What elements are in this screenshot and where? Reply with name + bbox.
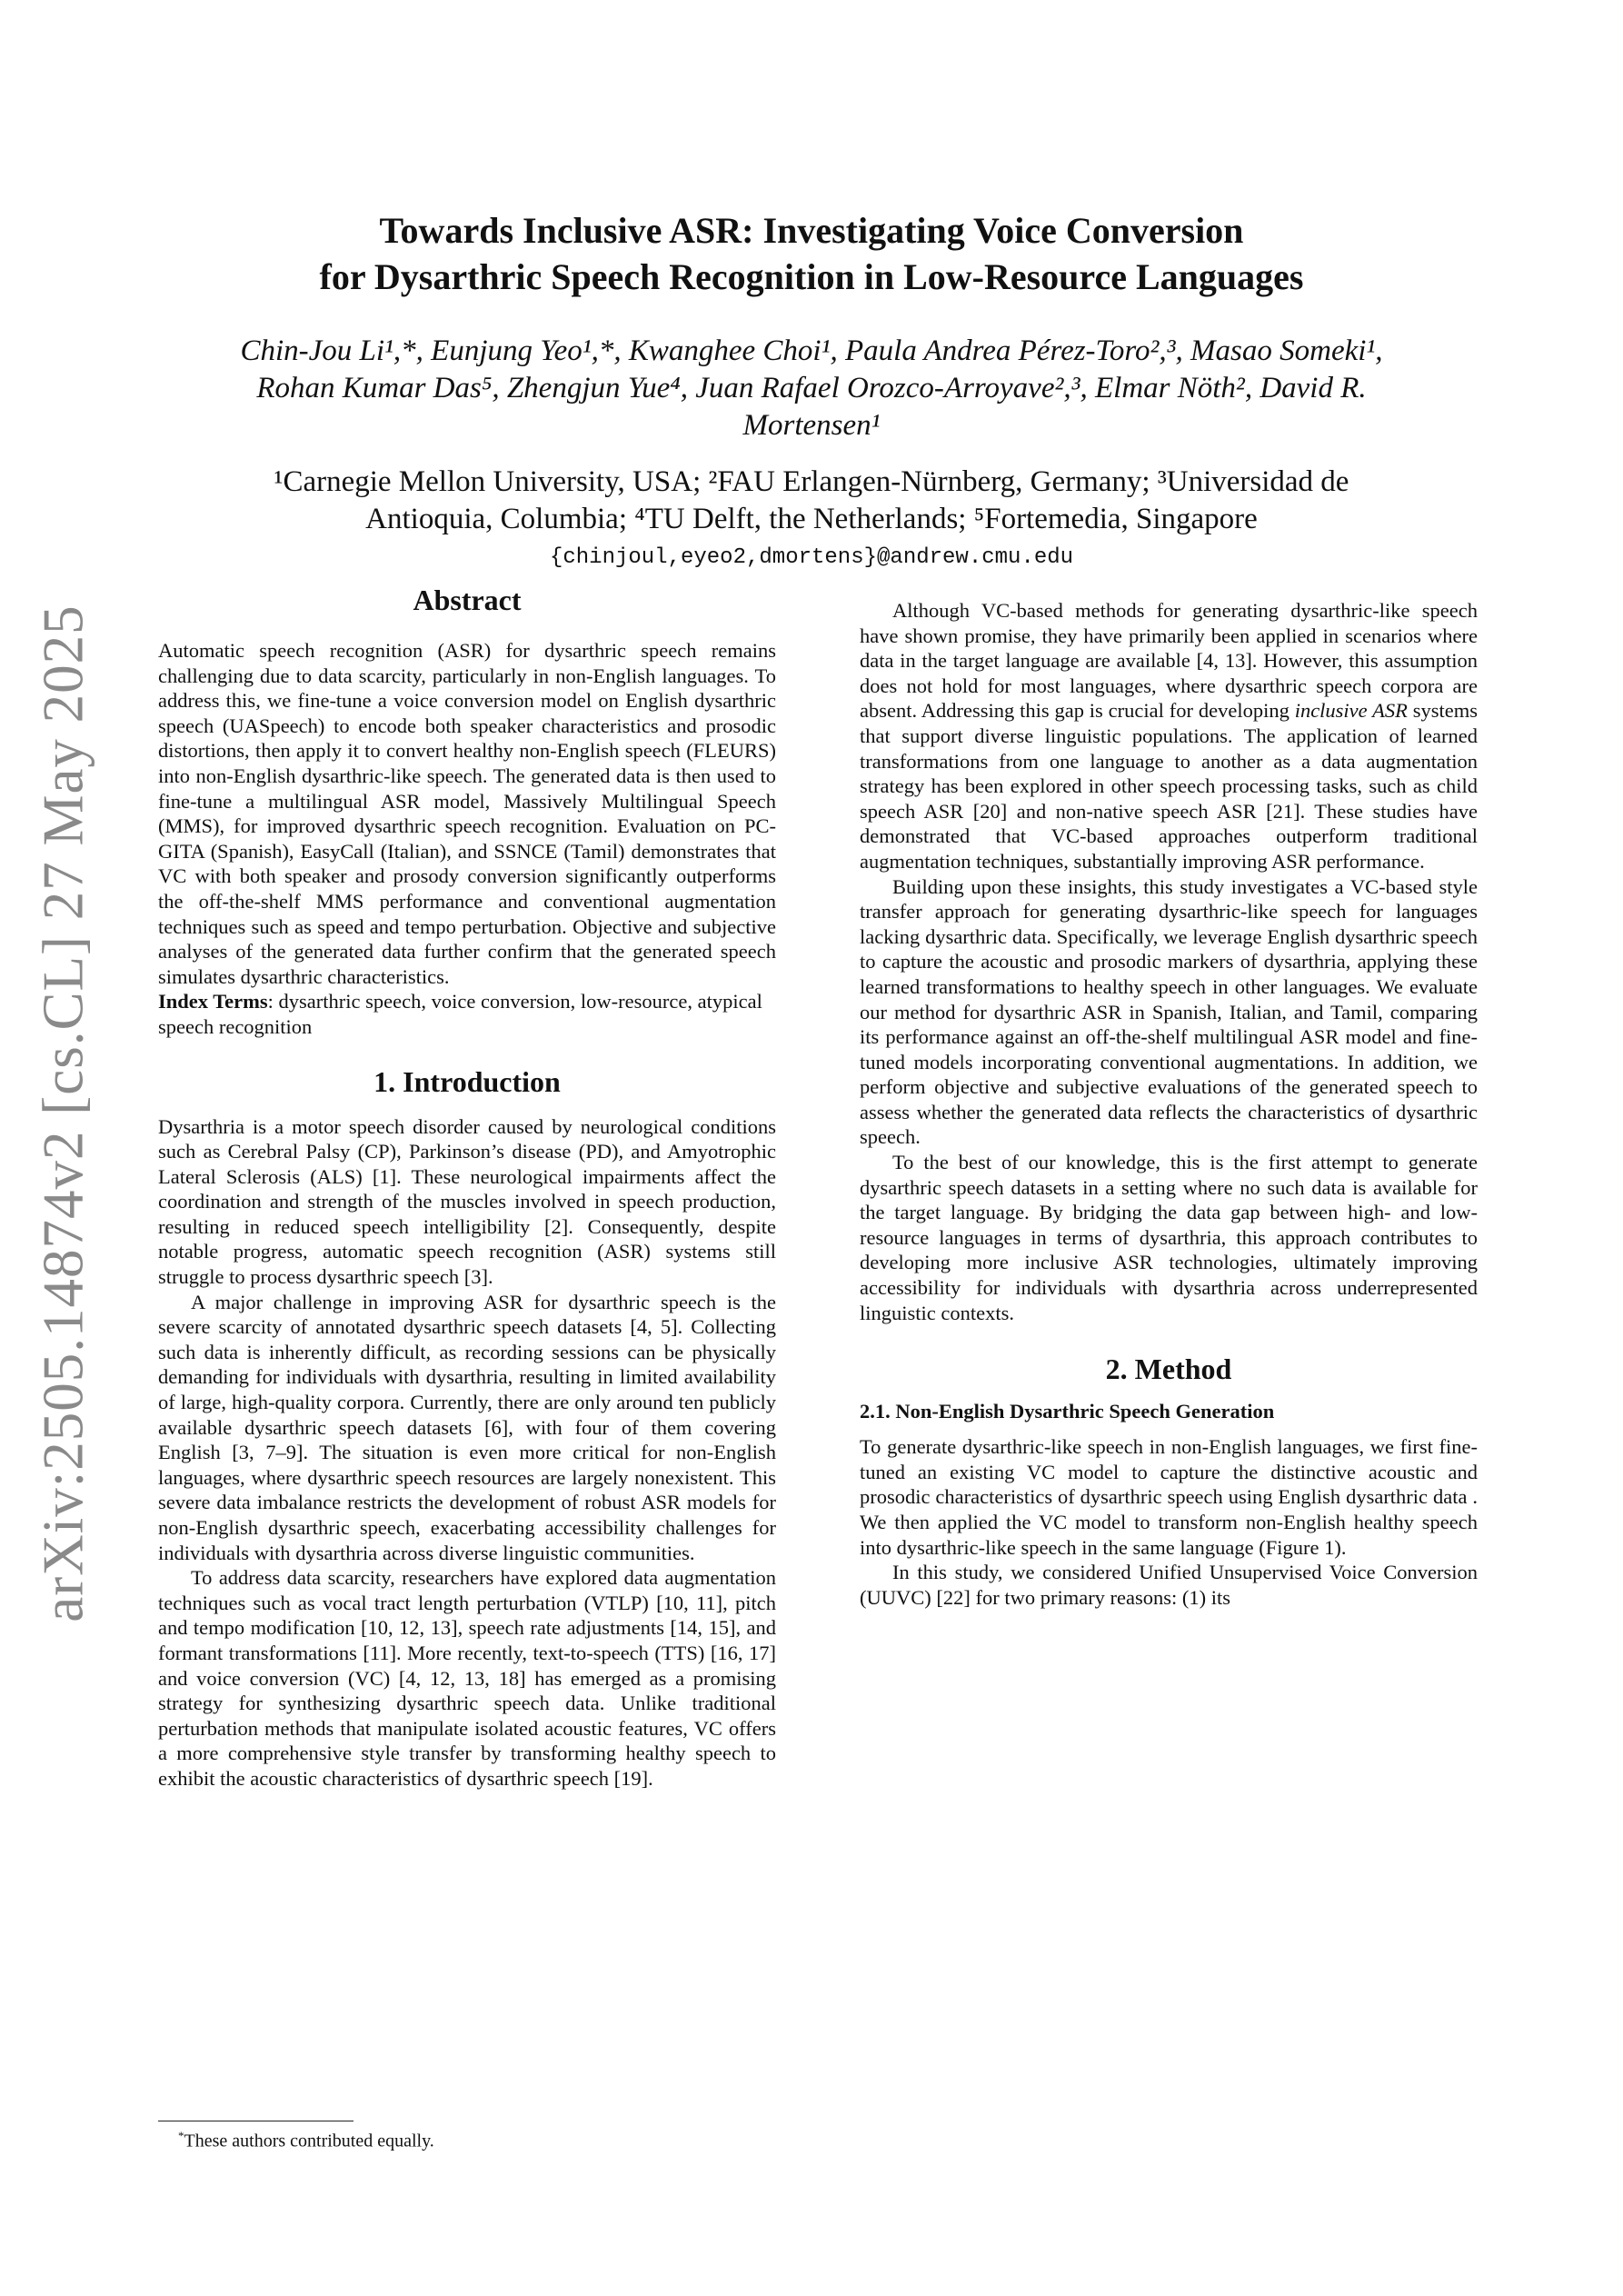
method-heading: 2. Method (1105, 1353, 1232, 1386)
title-line-1: Towards Inclusive ASR: Investigating Voice Conversion (379, 210, 1244, 251)
index-terms (158, 989, 776, 1039)
method-paragraph-1: To generate dysarthric-like speech in non-English languages, we first fine-tuned an existing VC model to capture the distinctive acoustic and prosodic characteristics of dysarthric speech using English dysarthric data . We then applied the VC model to transform non-English healthy speech into dysarthric-like speech in the same language (Figure 1). (860, 1435, 1478, 1559)
inclusive-asr-emphasis: inclusive ASR (1294, 699, 1408, 723)
intro-p4-text-b: systems that support diverse linguistic populations. The application of learned transformations from one language to another as a data augmentation strategy has been explored in other speech processing tasks, such as child speech ASR [20] and non-native speech ASR [21]. These studies have demonstrated that VC-based approaches outperform traditional augmentation techniques, substantially improving ASR performance. (860, 699, 1478, 873)
intro-paragraph-1: Dysarthria is a motor speech disorder caused by neurological conditions such as Cerebral Palsy (CP), Parkinson’s disease (PD), and Amyotrophic Lateral Sclerosis (ALS) [1]. These neurological impairments affect the coordination and strength of the muscles involved in speech production, resulting in reduced speech intelligibility [2]. Consequently, despite notable progress, automatic speech recognition (ASR) systems still struggle to process dysarthric speech [3]. (158, 1114, 776, 1289)
intro-paragraph-2: A major challenge in improving ASR for dysarthric speech is the severe scarcity of annotated dysarthric speech datasets [4, 5]. Collecting such data is inherently difficult, as recording sessions can be physically demanding for individuals with dysarthria, resulting in limited availability of large, high-quality corpora. Currently, there are only around ten publicly available dysarthric speech datasets [6], with four of them covering English [3, 7–9]. The situation is even more critical for non-English languages, where dysarthric speech resources are largely nonexistent. This severe data imbalance restricts the development of robust ASR models for non-English dysarthric speech, exacerbating accessibility challenges for individuals with dysarthria across diverse linguistic communities. (158, 1290, 776, 1564)
author-line-2: Rohan Kumar Das⁵, Zhengjun Yue⁴, Juan Rafael Orozco-Arroyave²,³, Elmar Nöth², David R. (256, 372, 1367, 404)
affiliations (164, 464, 1459, 538)
affiliation-line-1: ¹Carnegie Mellon University, USA; ²FAU Erlangen-Nürnberg, Germany; ³Universidad de (274, 465, 1349, 498)
abstract-heading: Abstract (413, 584, 522, 616)
method-paragraph-2: In this study, we considered Unified Unsupervised Voice Conversion (UUVC) [22] for two primary reasons: (1) its (860, 1561, 1478, 1609)
intro-paragraph-3: To address data scarcity, researchers have explored data augmentation techniques such as vocal tract length perturbation (VTLP) [10, 11], pitch and tempo modification [10, 12, 13], speech rate adjustments [14, 15], and formant transformations [11]. More recently, text-to-speech (TTS) [16, 17] and voice conversion (VC) [4, 12, 13, 18] has emerged as a promising strategy for synthesizing dysarthric speech data. Unlike traditional perturbation methods that manipulate isolated acoustic features, VC offers a more comprehensive style transfer by transforming healthy speech to exhibit the acoustic characteristics of dysarthric speech [19]. (158, 1566, 776, 1790)
introduction-heading: 1. Introduction (373, 1064, 561, 1098)
contact-email[interactable]: {chinjoul,eyeo2,dmortens}@andrew.cmu.edu (549, 545, 1074, 570)
affiliation-line-2: Antioquia, Columbia; ⁴TU Delft, the Netherlands; ⁵Fortemedia, Singapore (365, 503, 1258, 535)
index-terms-label: Index Terms (158, 990, 268, 1013)
title-line-2: for Dysarthric Speech Recognition in Low-Resource Languages (319, 256, 1304, 297)
intro-paragraph-5: Building upon these insights, this study investigates a VC-based style transfer approach for generating dysarthric-like speech for languages lacking dysarthric data. Specifically, we leverage English dysarthric speech to capture the acoustic and prosodic markers of dysarthria, applying these learned transformations to healthy speech in other languages. We evaluate our method for dysarthric ASR in Spanish, Italian, and Tamil, comparing its performance against an off-the-shelf multilingual ASR model and fine-tuned models incorporating conventional augmentations. In addition, we perform objective and subjective evaluations of the generated speech to assess whether the generated data reflects the characteristics of dysarthric speech. (860, 874, 1478, 1149)
author-list (164, 333, 1459, 444)
author-line-1: Chin-Jou Li¹,*, Eunjung Yeo¹,*, Kwanghee Choi¹, Paula Andrea Pérez-Toro²,³, Masao Someki¹, (240, 334, 1383, 367)
footnote (178, 2129, 434, 2152)
intro-paragraph-6: To the best of our knowledge, this is the first attempt to generate dysarthric speech datasets in a setting where no such data is available for the target language. By bridging the data gap between high- and low-resource languages in terms of dysarthria, this approach contributes to developing more inclusive ASR technologies, ultimately improving accessibility for individuals with dysarthria across underrepresented linguistic contexts. (860, 1151, 1478, 1324)
abstract-text: Automatic speech recognition (ASR) for dysarthric speech remains challenging due to data scarcity, particularly in non-English languages. To address this, we fine-tune a voice conversion model on English dysarthric speech (UASpeech) to encode both speaker characteristics and prosodic distortions, then apply it to convert healthy non-English speech (FLEURS) into non-English dysarthric-like speech. The generated data is then used to fine-tune a multilingual ASR model, Massively Multilingual Speech (MMS), for improved dysarthric speech recognition. Evaluation on PC-GITA (Spanish), EasyCall (Italian), and SSNCE (Tamil) demonstrates that VC with both speaker and prosody conversion significantly outperforms the off-the-shelf MMS performance and conventional augmentation techniques such as speed and tempo perturbation. Objective and subjective analyses of the generated data further confirm that the generated speech simulates dysarthric characteristics. (158, 639, 776, 988)
paper-title (164, 207, 1459, 300)
right-column (860, 598, 1478, 1610)
arxiv-identifier[interactable]: arXiv:2505.14874v2 [cs.CL] 27 May 2025 (31, 604, 95, 1622)
footnote-text: These authors contributed equally. (184, 2131, 434, 2151)
index-terms-text: : dysarthric speech, voice conversion, low-resource, atypical speech recognition (158, 990, 762, 1038)
left-column (158, 582, 776, 1792)
subsection-heading-2-1: 2.1. Non-English Dysarthric Speech Generation (860, 1400, 1275, 1423)
author-line-3: Mortensen¹ (742, 409, 881, 442)
footnote-mark: * (178, 2129, 184, 2142)
intro-paragraph-4 (860, 598, 1478, 874)
intro-p4-text-a: Although VC-based methods for generating dysarthric-like speech have shown promise, they have primarily been applied in scenarios where data in the target language are available [4, 13]. However, this assumption does not hold for most languages, where dysarthric speech corpora are absent. Addressing this gap is crucial for developing (860, 599, 1478, 723)
arxiv-sidebar (18, 604, 109, 1622)
